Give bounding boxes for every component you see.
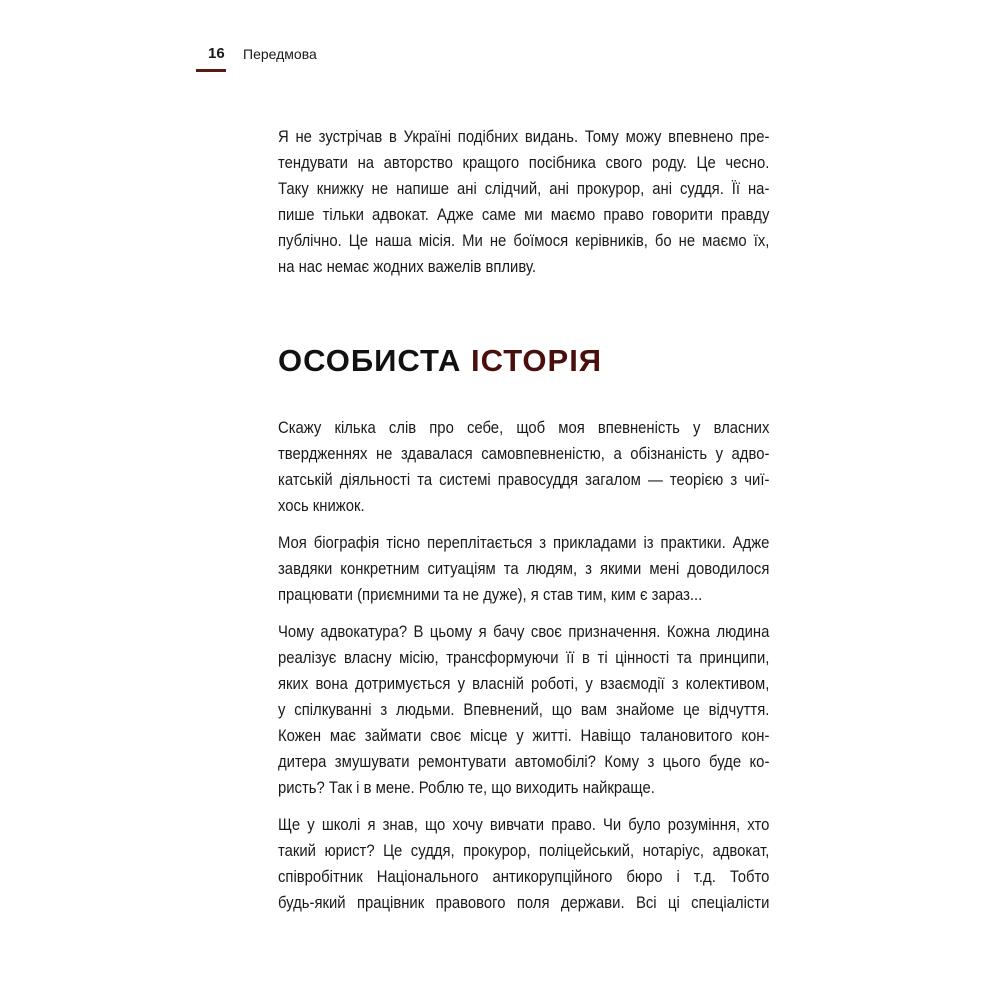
text-line: у спілкуванні з людьми. Впевнений, що вам знайоме це відчуття.: [278, 701, 770, 719]
text-line: тендувати на авторство кращого посібника свого роду. Це чесно.: [278, 154, 770, 172]
section-heading: [278, 343, 602, 379]
paragraph: [278, 812, 769, 916]
text-line: Скажу кілька слів про себе, щоб моя впевненість у власних: [278, 419, 770, 437]
text-line: Моя біографія тісно переплітається з прикладами із практики. Адже: [278, 534, 770, 552]
page-number: 16: [208, 45, 225, 62]
text-line: катській діяльності та системі правосуддя загалом — теорією з чиї-: [278, 471, 770, 489]
page-number-rule: [196, 69, 226, 72]
text-line: твердженнях не здавалася самовпевненістю, а обізнаність у адво-: [278, 445, 770, 463]
text-line: такий юрист? Це суддя, прокурор, поліцейський, нотаріус, адвокат,: [278, 842, 770, 860]
text-line: будь-який працівник правового поля держави. Всі ці спеціалісти: [278, 894, 770, 912]
heading-part-2: ІСТОРІЯ: [471, 343, 603, 378]
body-text: [278, 415, 769, 927]
text-line: ристь? Так і в мене. Роблю те, що виходить найкраще.: [278, 779, 655, 797]
heading-part-1: ОСОБИСТА: [278, 343, 462, 378]
text-line: Кожен має займати своє місце у житті. Навіщо талановитого кон-: [278, 727, 770, 745]
text-line: пише тільки адвокат. Адже саме ми маємо право говорити правду: [278, 206, 770, 224]
paragraph: [278, 124, 769, 280]
text-line: реалізує власну місію, трансформуючи її в ті цінності та принципи,: [278, 649, 770, 667]
text-line: хось книжок.: [278, 497, 365, 515]
text-line: яких вона дотримується у власній роботі, у взаємодії з колективом,: [278, 675, 770, 693]
paragraph: [278, 415, 769, 519]
text-line: працювати (приємними та не дуже), я став тим, ким є зараз...: [278, 586, 703, 604]
paragraph: [278, 530, 769, 608]
text-line: завдяки конкретним ситуаціям та людям, з якими мені доводилося: [278, 560, 770, 578]
text-line: на нас немає жодних важелів впливу.: [278, 258, 536, 276]
section-title: Передмова: [243, 46, 317, 62]
text-line: Я не зустрічав в Україні подібних видань. Тому можу впевнено пре-: [278, 128, 770, 146]
intro-text: [278, 124, 769, 291]
text-line: Таку книжку не напише ані слідчий, ані прокурор, ані суддя. Її на-: [278, 180, 770, 198]
text-line: Ще у школі я знав, що хочу вивчати право. Чи було розуміння, хто: [278, 816, 770, 834]
text-line: публічно. Це наша місія. Ми не боїмося керівників, бо не маємо їх,: [278, 232, 770, 250]
text-line: дитера змушувати ремонтувати автомобілі? Кому з цього буде ко-: [278, 753, 770, 771]
text-line: Чому адвокатура? В цьому я бачу своє призначення. Кожна людина: [278, 623, 770, 641]
paragraph: [278, 619, 769, 801]
text-line: співробітник Національного антикорупційного бюро і т.д. Тобто: [278, 868, 770, 886]
